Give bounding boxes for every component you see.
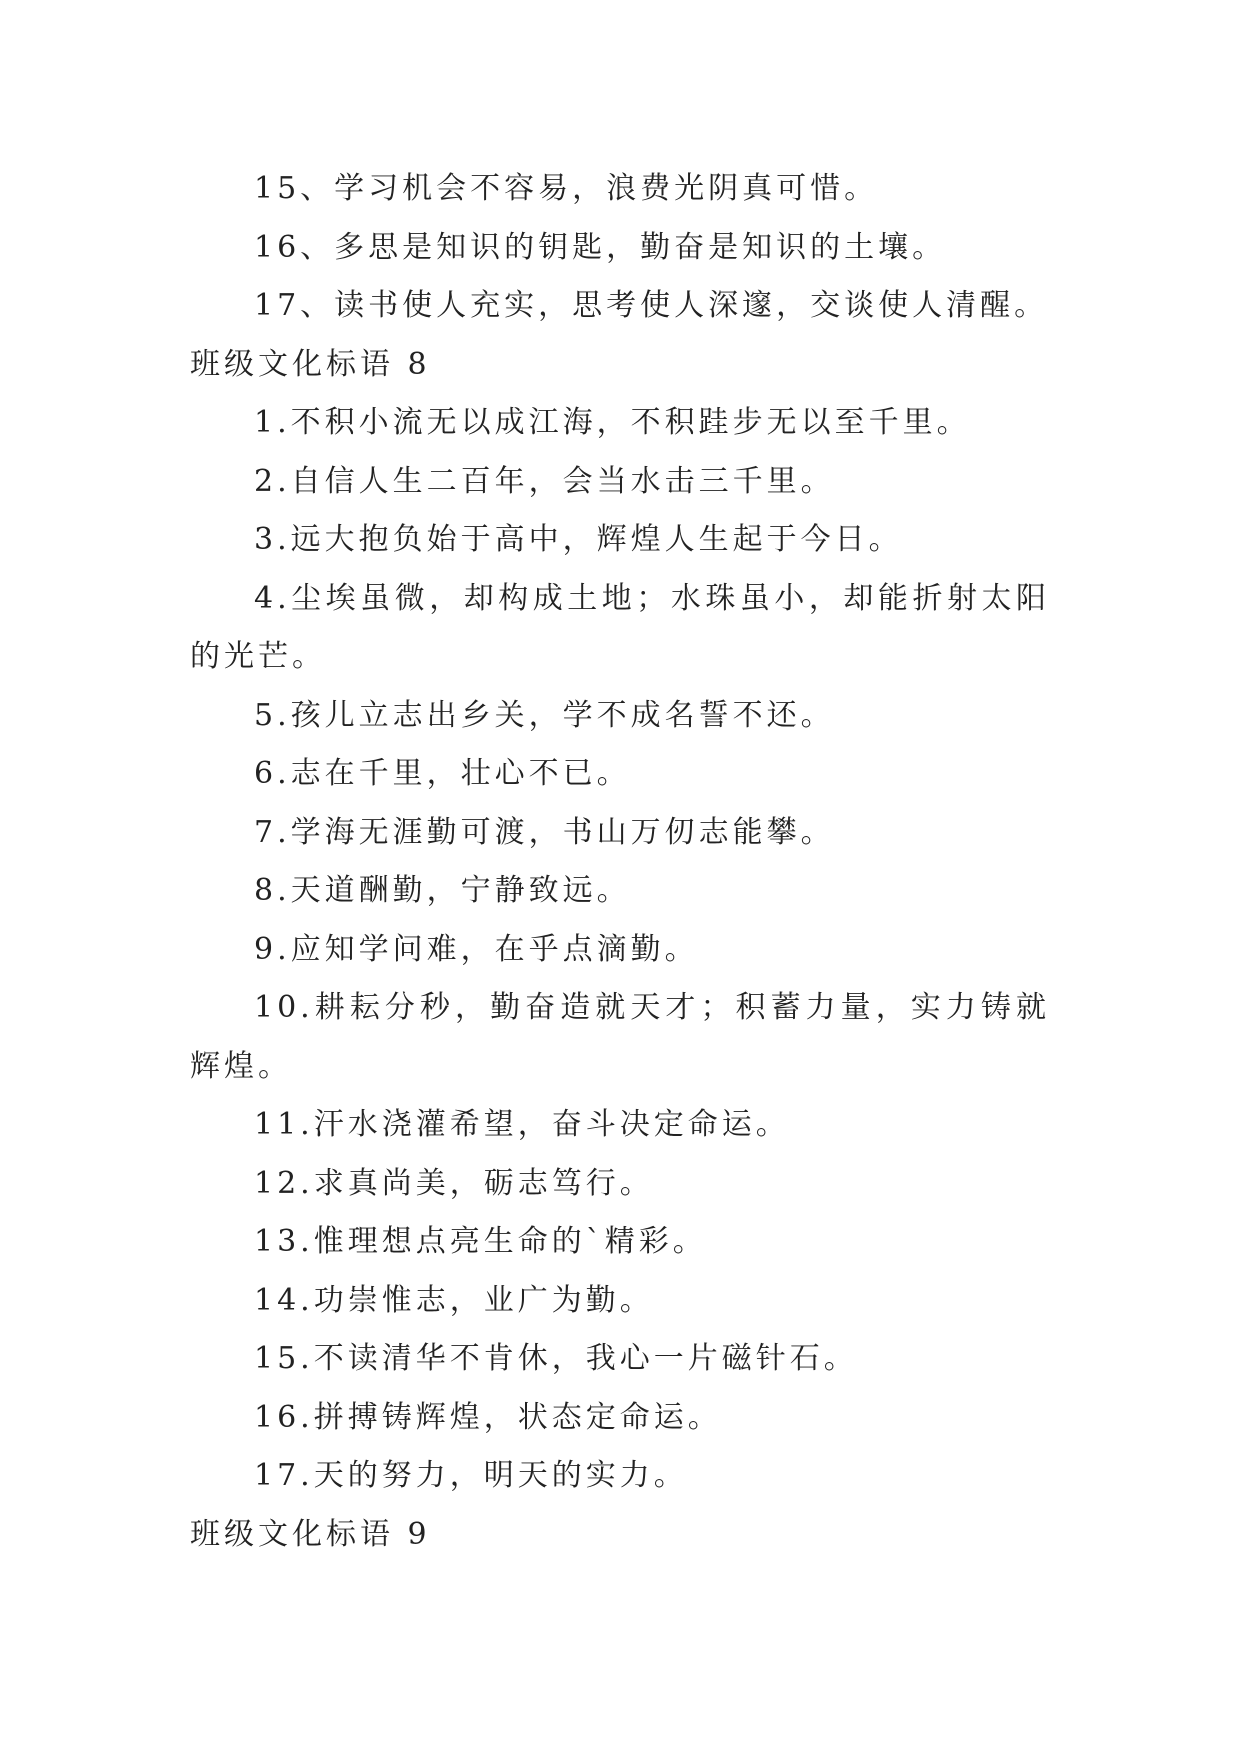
list-item: 6.志在千里，壮心不已。: [254, 756, 631, 791]
list-item: 12.求真尚美，砺志笃行。: [254, 1165, 654, 1201]
list-item: 17、读书使人充实，思考使人深邃，交谈使人清醒。: [254, 288, 1049, 323]
list-item: 16.拼搏铸辉煌，状态定命运。: [254, 1399, 722, 1435]
list-item: 17.天的努力，明天的实力。: [254, 1458, 688, 1493]
list-item: 8.天道酬勤，宁静致远。: [254, 873, 631, 908]
list-item: 15.不读清华不肯休，我心一片磁针石。: [254, 1341, 858, 1376]
list-item: 2.自信人生二百年，会当水击三千里。: [254, 463, 835, 499]
document-body: [190, 160, 1050, 1564]
section-heading-8: 班级文化标语 8: [190, 346, 431, 382]
list-item: 15、学习机会不容易，浪费光阴真可惜。: [254, 171, 879, 206]
list-item: 3.远大抱负始于高中，辉煌人生起于今日。: [254, 522, 903, 557]
list-item: 10.耕耘分秒，勤奋造就天才；积蓄力量，实力铸就辉煌。: [190, 990, 1050, 1084]
list-item: 14.功崇惟志，业广为勤。: [254, 1282, 654, 1318]
list-item: 9.应知学问难，在乎点滴勤。: [254, 931, 699, 967]
list-item: 4.尘埃虽微，却构成土地；水珠虽小，却能折射太阳的光芒。: [190, 580, 1050, 674]
list-item: 13.惟理想点亮生命的`精彩。: [254, 1224, 707, 1259]
list-item: 7.学海无涯勤可渡，书山万仞志能攀。: [254, 814, 835, 850]
list-item: 5.孩儿立志出乡关，学不成名誓不还。: [254, 697, 835, 733]
list-item: 1.不积小流无以成江海，不积跬步无以至千里。: [254, 405, 971, 440]
list-item: 11.汗水浇灌希望，奋斗决定命运。: [254, 1107, 790, 1142]
section-heading-9: 班级文化标语 9: [190, 1516, 431, 1552]
list-item: 16、多思是知识的钥匙，勤奋是知识的土壤。: [254, 229, 947, 265]
